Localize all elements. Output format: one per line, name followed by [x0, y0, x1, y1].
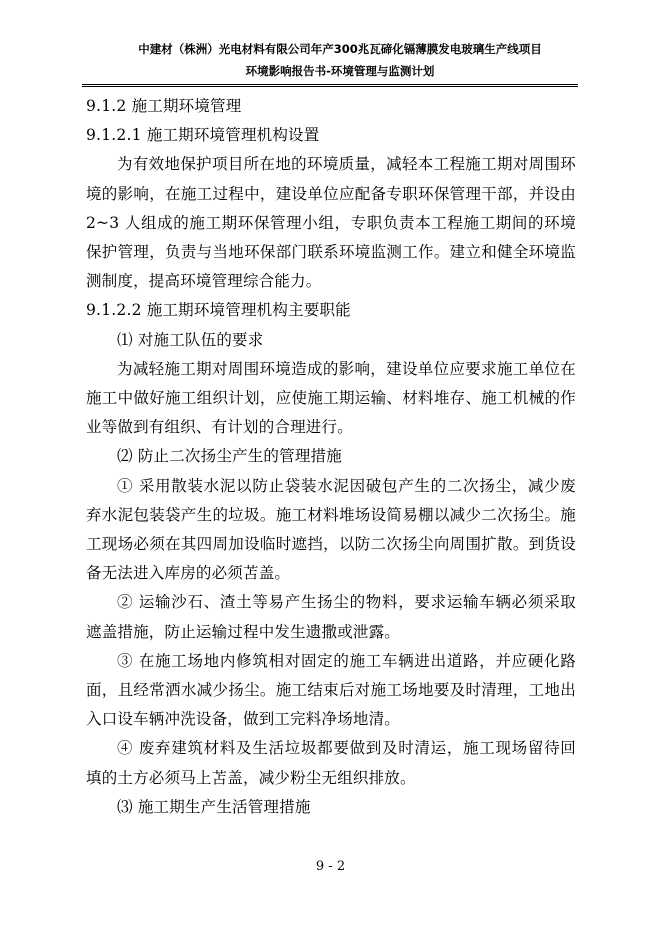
header-project-title: 中建材（株洲）光电材料有限公司年产300兆瓦碲化镉薄膜发电玻璃生产线项目 [138, 42, 542, 56]
header-rule-secondary [82, 86, 578, 87]
page-header [70, 38, 610, 82]
document-body [86, 92, 576, 822]
list-heading: ⑵ 防止二次扬尘产生的管理措施 [117, 447, 342, 466]
paragraph: ② 运输沙石、渣土等易产生扬尘的物料，要求运输车辆必须采取遮盖措施，防止运输过程中发生遗撒或泄露。 [86, 593, 576, 641]
section-heading: 9.1.2 施工期环境管理 [86, 97, 242, 115]
header-rule [82, 84, 578, 85]
subsection-heading: 9.1.2.2 施工期环境管理机构主要职能 [86, 301, 351, 320]
paragraph: ④ 废弃建筑材料及生活垃圾都要做到及时清运，施工现场留待回填的土方必须马上苫盖，减少粉尘无组织排放。 [86, 739, 576, 787]
page-number: 9 - 2 [315, 859, 346, 874]
list-heading: ⑶ 施工期生产生活管理措施 [117, 797, 311, 816]
paragraph: 为减轻施工期对周围环境造成的影响，建设单位应要求施工单位在施工中做好施工组织计划，应使施工期运输、材料堆存、施工机械的作业等做到有组织、有计划的合理进行。 [86, 359, 576, 437]
paragraph: 为有效地保护项目所在地的环境质量，减轻本工程施工期对周围环境的影响，在施工过程中，建设单位应配备专职环保管理干部，并设由2~3 人组成的施工期环保管理小组，专职负责本工程施工期间的环境保护管理，负责与当地环保部门联系环境监测工作。建立和健全环境监测制度，提高环境管理综合能力。 [86, 155, 576, 291]
subsection-heading: 9.1.2.1 施工期环境管理机构设置 [86, 126, 320, 145]
paragraph: ① 采用散装水泥以防止袋装水泥因破包产生的二次扬尘，减少废弃水泥包装袋产生的垃圾。施工材料堆场设简易棚以减少二次扬尘。施工现场必须在其四周加设临时遮挡，以防二次扬尘向周围扩散。到货设备无法进入库房的必须苫盖。 [86, 476, 576, 583]
header-report-title: 环境影响报告书-环境管理与监测计划 [245, 64, 435, 78]
paragraph: ③ 在施工场地内修筑相对固定的施工车辆进出道路，并应硬化路面，且经常洒水减少扬尘。施工结束后对施工场地要及时清理，工地出入口设车辆冲洗设备，做到工完料净场地清。 [86, 651, 576, 729]
list-heading: ⑴ 对施工队伍的要求 [117, 330, 264, 349]
